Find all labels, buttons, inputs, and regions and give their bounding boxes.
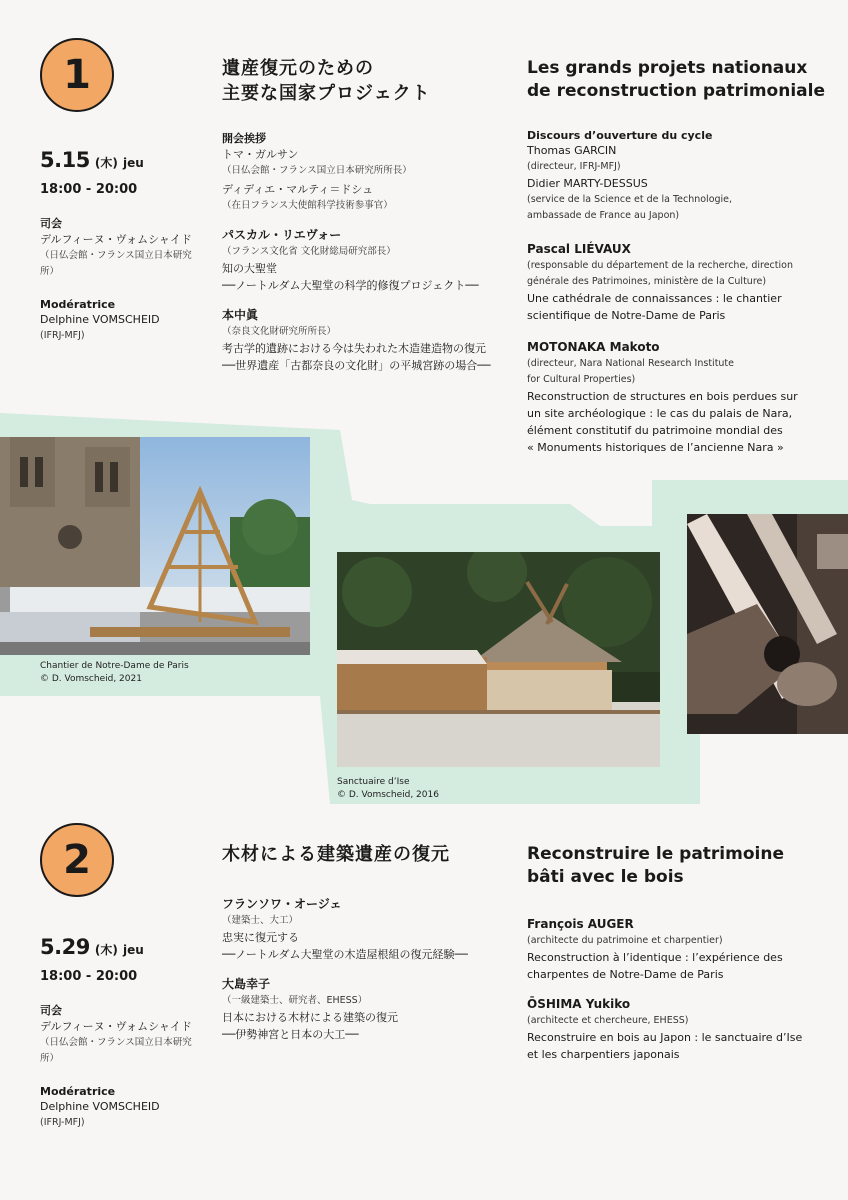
speaker1-name-jp: パスカル・リエヴォー — [222, 228, 342, 242]
host-name-jp: デルフィーヌ・ヴォムシャイド — [40, 1020, 192, 1033]
speaker2-affil2-fr: for Cultural Properties) — [527, 374, 636, 385]
title-fr-line1: Reconstruire le patrimoine — [527, 844, 784, 864]
weekday-jp: (木) — [94, 156, 118, 170]
speaker2-title1-fr: Reconstruction de structures en bois perdues sur — [527, 390, 798, 403]
speaker1-title2-fr: scientifique de Notre-Dame de Paris — [527, 309, 726, 322]
session-number-badge — [40, 823, 114, 897]
opening-name1-jp: トマ・ガルサン — [222, 148, 299, 161]
speaker2-name-fr: MOTONAKA Makoto — [527, 340, 660, 354]
speaker1-affil1-fr: (responsable du département de la recherche, direction — [527, 260, 793, 271]
speaker2-title1-jp: 日本における木材による建築の復元 — [222, 1011, 398, 1024]
program-jp — [222, 56, 522, 374]
ise-shrine-photo — [337, 552, 660, 767]
opening-label-fr: Discours d’ouverture du cycle — [527, 129, 713, 142]
carpentry-photo — [687, 514, 848, 734]
speaker1-affil-fr: (architecte du patrimoine et charpentier) — [527, 935, 723, 946]
host-name-fr: Delphine VOMSCHEID — [40, 1100, 160, 1113]
speaker1-title1-fr: Une cathédrale de connaissances : le chantier — [527, 292, 782, 305]
title-jp: 木材による建築遺産の復元 — [222, 844, 450, 865]
speaker1-title2-fr: charpentes de Notre-Dame de Paris — [527, 968, 724, 981]
caption-notre-dame — [40, 660, 189, 686]
speaker2-affil-fr: (architecte et chercheure, EHESS) — [527, 1015, 689, 1026]
opening-affil1-fr: (directeur, IFRJ-MFJ) — [527, 161, 621, 172]
speaker2-title4-fr: « Monuments historiques de l’ancienne Nara » — [527, 441, 784, 454]
caption-notre-dame-line2: © D. Vomscheid, 2021 — [40, 674, 142, 684]
speaker1-title1-fr: Reconstruction à l’identique : l’expérience des — [527, 951, 783, 964]
title-fr-line2: bâti avec le bois — [527, 867, 684, 887]
session-number: 2 — [63, 837, 91, 883]
session-date: 5.15 — [40, 148, 90, 172]
weekday-jp: (木) — [94, 943, 118, 957]
speaker2-title2-fr: et les charpentiers japonais — [527, 1048, 680, 1061]
program-jp — [222, 842, 522, 1043]
speaker1-name-fr: Pascal LIÉVAUX — [527, 242, 631, 256]
host-name-fr: Delphine VOMSCHEID — [40, 313, 160, 326]
opening-name2-fr: Didier MARTY-DESSUS — [527, 177, 648, 190]
speaker2-affil1-fr: (directeur, Nara National Research Institute — [527, 358, 735, 369]
notre-dame-photo — [0, 437, 310, 655]
speaker2-title2-jp: ──世界遺産「古都奈良の文化財」の平城宮跡の場合── — [222, 359, 491, 372]
speaker2-affil-jp: （一級建築士、研究者、EHESS） — [222, 995, 368, 1006]
host-affil-fr: (IFRJ-MFJ) — [40, 330, 85, 341]
speaker2-name-jp: 本中眞 — [222, 308, 259, 322]
speaker1-name-fr: François AUGER — [527, 917, 634, 931]
host-affil-jp: （日仏会館・フランス国立日本研究所） — [40, 1037, 192, 1064]
session-date: 5.29 — [40, 935, 90, 959]
caption-ise-line2: © D. Vomscheid, 2016 — [337, 790, 439, 800]
title-jp-line1: 遺産復元のための — [222, 58, 374, 79]
speaker2-name-jp: 大島幸子 — [222, 977, 271, 991]
host-label-fr: Modératrice — [40, 1085, 116, 1098]
speaker2-name-fr: ŌSHIMA Yukiko — [527, 997, 631, 1011]
opening-affil1-jp: （日仏会館・フランス国立日本研究所所長） — [222, 165, 412, 176]
speaker1-affil2-fr: générale des Patrimoines, ministère de la Culture) — [527, 276, 767, 287]
weekday-fr: jeu — [123, 156, 144, 170]
opening-affil2a-fr: (service de la Science et de la Technologie, — [527, 194, 733, 205]
opening-affil2b-fr: ambassade de France au Japon) — [527, 210, 680, 221]
opening-name2-jp: ディディエ・マルティ＝ドシュ — [222, 183, 374, 196]
session-number: 1 — [63, 52, 91, 98]
speaker2-title2-fr: un site archéologique : le cas du palais de Nara, — [527, 407, 793, 420]
speaker2-title3-fr: élément constitutif du patrimoine mondial des — [527, 424, 783, 437]
host-affil-fr: (IFRJ-MFJ) — [40, 1117, 85, 1128]
speaker1-affil-jp: （建築士、大工） — [222, 915, 299, 926]
host-name-jp: デルフィーヌ・ヴォムシャイド — [40, 233, 192, 246]
caption-notre-dame-line1: Chantier de Notre-Dame de Paris — [40, 661, 189, 671]
host-label-jp: 司会 — [40, 1004, 62, 1017]
speaker2-title1-jp: 考古学的遺跡における今は失われた木造建造物の復元 — [222, 342, 486, 355]
host-affil-jp: （日仏会館・フランス国立日本研究所） — [40, 250, 192, 277]
session-number-badge — [40, 38, 114, 112]
speaker1-title2-jp: ──ノートルダム大聖堂の木造屋根組の復元経験── — [222, 948, 468, 961]
host-label-jp: 司会 — [40, 217, 62, 230]
speaker2-title2-jp: ──伊勢神宮と日本の大工── — [222, 1028, 359, 1041]
speaker1-name-jp: フランソワ・オージェ — [222, 897, 342, 911]
caption-ise-line1: Sanctuaire d’Ise — [337, 777, 410, 787]
caption-ise — [337, 776, 439, 802]
weekday-fr: jeu — [123, 943, 144, 957]
session-info — [40, 935, 200, 1131]
program-fr — [527, 843, 827, 1063]
title-fr-line2: de reconstruction patrimoniale — [527, 81, 825, 101]
speaker1-title1-jp: 知の大聖堂 — [222, 262, 277, 275]
speaker1-affil-jp: （フランス文化省 文化財総局研究部長） — [222, 246, 396, 257]
program-fr — [527, 57, 827, 456]
session-info — [40, 148, 200, 344]
speaker1-title1-jp: 忠実に復元する — [222, 931, 299, 944]
speaker2-title1-fr: Reconstruire en bois au Japon : le sanctuaire d’Ise — [527, 1031, 803, 1044]
title-jp-line2: 主要な国家プロジェクト — [222, 83, 431, 104]
title-fr-line1: Les grands projets nationaux — [527, 58, 808, 78]
session-time: 18:00 - 20:00 — [40, 969, 138, 984]
opening-name1-fr: Thomas GARCIN — [527, 144, 617, 157]
speaker2-affil-jp: （奈良文化財研究所所長） — [222, 326, 337, 337]
opening-label-jp: 開会挨拶 — [222, 132, 266, 145]
speaker1-title2-jp: ──ノートルダム大聖堂の科学的修復プロジェクト── — [222, 279, 479, 292]
host-label-fr: Modératrice — [40, 298, 116, 311]
opening-affil2-jp: （在日フランス大使館科学技術参事官） — [222, 200, 393, 211]
session-time: 18:00 - 20:00 — [40, 182, 138, 197]
